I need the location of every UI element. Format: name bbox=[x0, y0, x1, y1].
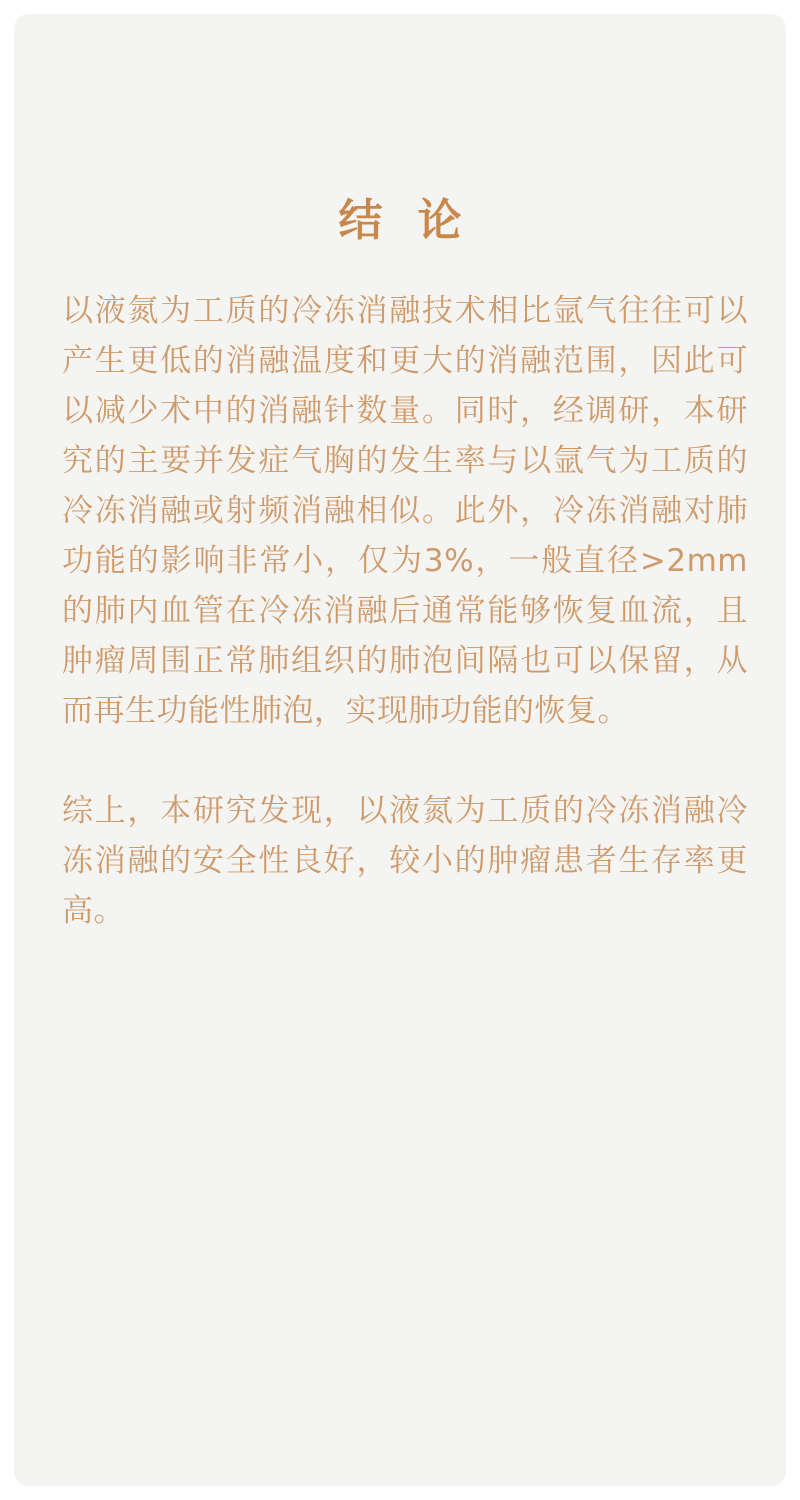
content-card bbox=[14, 14, 786, 1486]
paragraph-2: 综上，本研究发现，以液氮为工质的冷冻消融冷冻消融的安全性良好，较小的肿瘤患者生存率更高。 bbox=[62, 793, 748, 929]
page-title: 结 论 bbox=[338, 196, 474, 245]
body-text-block bbox=[62, 286, 748, 936]
paragraph-1: 以液氮为工质的冷冻消融技术相比氩气往往可以产生更低的消融温度和更大的消融范围，因此可以减少术中的消融针数量。同时，经调研，本研究的主要并发症气胸的发生率与以氩气为工质的冷冻消融或射频消融相似。此外，冷冻消融对肺功能的影响非常小，仅为3%，一般直径>2mm的肺内血管在冷冻消融后通常能够恢复血流，且肿瘤周围正常肺组织的肺泡间隔也可以保留，从而再生功能性肺泡，实现肺功能的恢复。 bbox=[62, 293, 748, 729]
